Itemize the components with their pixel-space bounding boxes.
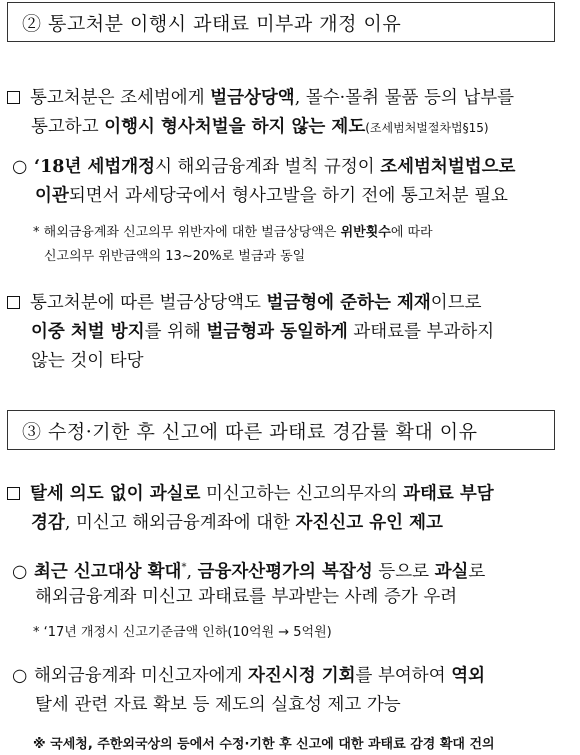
s3-p3-line2: 탈세 관련 자료 확보 등 제도의 실효성 제고 가능 bbox=[35, 695, 401, 715]
square-bullet-icon bbox=[7, 91, 20, 104]
s2-note-line2: 신고의무 위반금액의 13~20%로 벌금과 동일 bbox=[44, 249, 306, 264]
s3-note: * ‘17년 개정시 신고기준금액 인하(10억원 → 5억원) bbox=[33, 625, 332, 640]
section-3-title: ③ 수정·기한 후 신고에 따른 과태료 경감률 확대 이유 bbox=[22, 420, 478, 443]
section-2-title: ② 통고처분 이행시 과태료 미부과 개정 이유 bbox=[22, 12, 402, 35]
s3-p1-line2: 경감, 미신고 해외금융계좌에 대한 자진신고 유인 제고 bbox=[31, 513, 443, 533]
circle-bullet-icon: ○ bbox=[12, 561, 28, 582]
circle-bullet-icon: ○ bbox=[12, 157, 28, 177]
section-3-header-box bbox=[7, 410, 555, 450]
s3-p3-line1: ○ 해외금융계좌 미신고자에게 자진시정 기회를 부여하여 역외 bbox=[12, 666, 485, 686]
s3-p2-line1: ○ 최근 신고대상 확대*, 금융자산평가의 복잡성 등으로 과실로 bbox=[12, 561, 486, 582]
s2-p3-line2: 이중 처벌 방지를 위해 벌금형과 동일하게 과태료를 부과하지 bbox=[31, 322, 495, 342]
square-bullet-icon bbox=[7, 296, 20, 309]
s2-p2-line2: 이관되면서 과세당국에서 형사고발을 하기 전에 통고처분 필요 bbox=[35, 186, 508, 206]
s2-p1-line1: 통고처분은 조세범에게 벌금상당액, 몰수·몰취 물품 등의 납부를 bbox=[7, 86, 514, 110]
square-bullet-icon bbox=[7, 487, 20, 500]
s2-p2-line1: ○ ‘18년 세법개정시 해외금융계좌 벌칙 규정이 조세범처벌법으로 bbox=[12, 157, 516, 177]
section-2-header-box bbox=[7, 2, 555, 42]
s2-p3-line3: 않는 것이 타당 bbox=[31, 351, 144, 371]
s2-p3-line1: 통고처분에 따른 벌금상당액도 벌금형에 준하는 제재이므로 bbox=[7, 291, 482, 315]
s3-footer-note: ※ 국세청, 주한외국상의 등에서 수정·기한 후 신고에 대한 과태료 감경 확대 건의 bbox=[33, 737, 495, 752]
s2-p1-line2: 통고하고 이행시 형사처벌을 하지 않는 제도(조세범처벌절차법§15) bbox=[31, 117, 489, 137]
s2-note-line1: * 해외금융계좌 신고의무 위반자에 대한 벌금상당액은 위반횟수에 따라 bbox=[33, 225, 433, 240]
s3-p2-line2: 해외금융계좌 미신고 과태료를 부과받는 사례 증가 우려 bbox=[35, 587, 458, 607]
circle-bullet-icon: ○ bbox=[12, 666, 28, 686]
s3-p1-line1: 탈세 의도 없이 과실로 미신고하는 신고의무자의 과태료 부담 bbox=[7, 482, 494, 506]
